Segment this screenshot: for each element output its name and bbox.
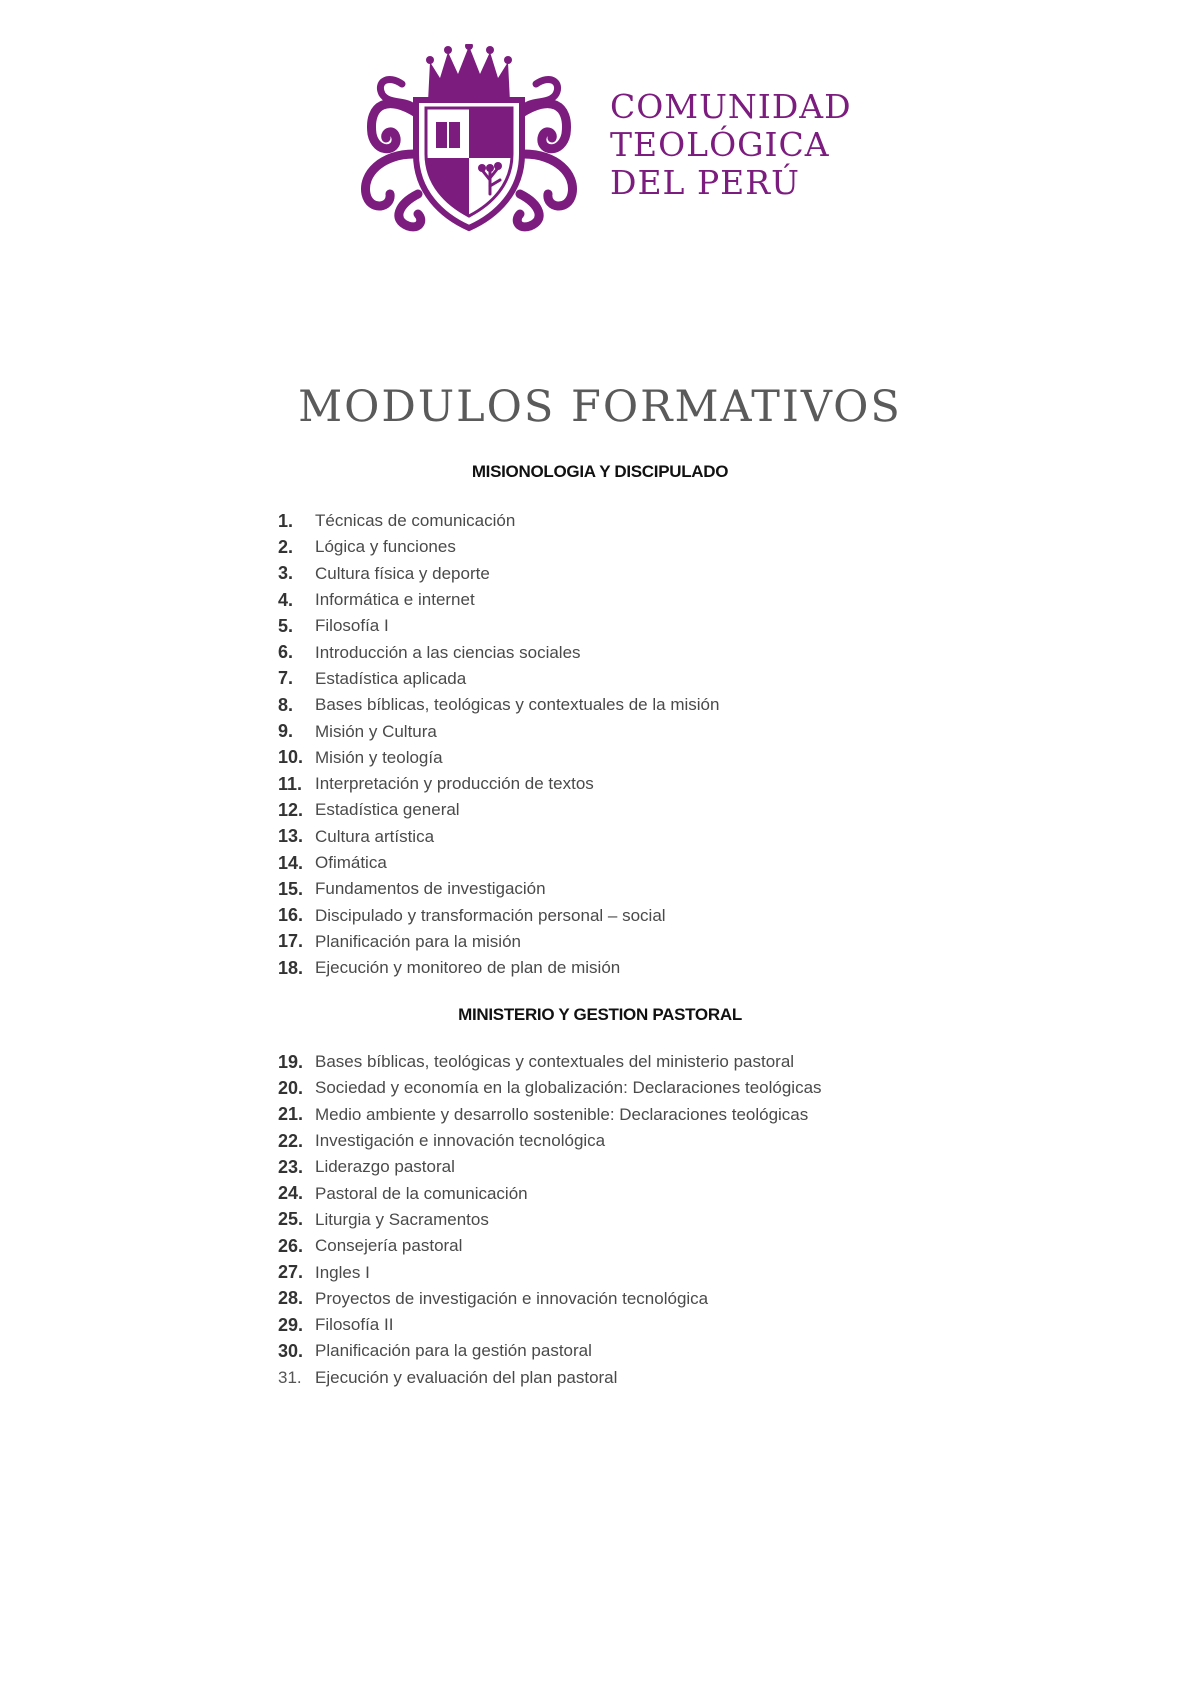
page-title: MODULOS FORMATIVOS [298,382,902,432]
list-item: 28. Proyectos de investigación e innovación tecnológica [278,1288,709,1309]
list-item: 4. Informática e internet [278,589,475,610]
list-item: 22. Investigación e innovación tecnológica [278,1130,606,1151]
list-item: 15. Fundamentos de investigación [278,878,546,899]
crest-logo-icon [358,44,580,234]
module-list-misionologia [278,508,719,981]
list-item: 24. Pastoral de la comunicación [278,1183,528,1204]
list-item: 20. Sociedad y economía en la globalización: Declaraciones teológicas [278,1077,822,1098]
list-item: 8. Bases bíblicas, teológicas y contextuales de la misión [278,694,720,715]
list-item: 31. Ejecución y evaluación del plan pastoral [278,1367,618,1387]
section-heading-ministerio: MINISTERIO Y GESTION PASTORAL [458,1005,742,1024]
list-item: 13. Cultura artística [278,826,435,847]
list-item: 11. Interpretación y producción de textos [278,773,594,794]
list-item: 29. Filosofía II [278,1314,394,1335]
list-item: 23. Liderazgo pastoral [278,1156,455,1177]
org-name [610,88,852,202]
list-item: 9. Misión y Cultura [278,721,437,742]
section-heading-misionologia: MISIONOLOGIA Y DISCIPULADO [471,462,729,481]
list-item: 5. Filosofía I [278,615,389,636]
list-item: 10. Misión y teología [278,747,443,768]
header [358,44,852,244]
org-name-line-1: COMUNIDAD [610,87,852,126]
list-item: 3. Cultura física y deporte [278,563,490,584]
list-item: 7. Estadística aplicada [278,668,467,689]
module-list-ministerio [278,1049,822,1391]
list-item: 17. Planificación para la misión [278,931,521,952]
list-item: 21. Medio ambiente y desarrollo sostenible: Declaraciones teológicas [278,1104,809,1125]
list-item: 30. Planificación para la gestión pastoral [278,1340,592,1361]
list-item: 26. Consejería pastoral [278,1235,463,1256]
list-item: 25. Liturgia y Sacramentos [278,1209,489,1230]
list-item: 6. Introducción a las ciencias sociales [278,642,581,663]
list-item: 1. Técnicas de comunicación [278,510,516,531]
list-item: 27. Ingles I [278,1262,370,1283]
list-item: 16. Discipulado y transformación personal – social [278,905,666,926]
list-item: 12. Estadística general [278,799,460,820]
list-item: 2. Lógica y funciones [278,536,456,557]
list-item: 14. Ofimática [278,852,387,873]
list-item: 19. Bases bíblicas, teológicas y contextuales del ministerio pastoral [278,1051,795,1072]
org-name-line-3: DEL PERÚ [610,163,800,202]
org-name-line-2: TEOLÓGICA [610,125,830,164]
list-item: 18. Ejecución y monitoreo de plan de misión [278,957,621,978]
